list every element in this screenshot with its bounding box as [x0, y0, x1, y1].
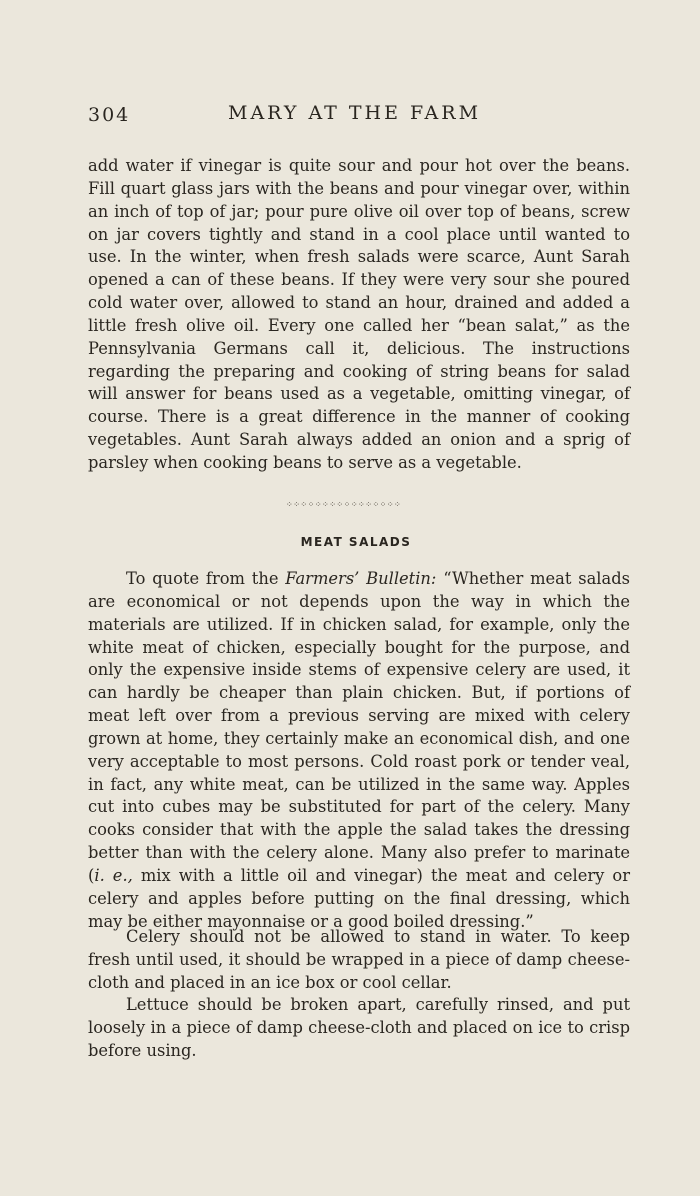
quote-intro: To quote from the [126, 569, 286, 588]
quote-body: “Whether meat salads are economical or not depends upon the way in which the materials are utilized. If in chicken salad, for example, only the white meat of chicken, especially bought for the purpose, and only the expensive inside stems of expensive celery are used, it can hardly be cheaper than plain chicken. But, if portions of meat left over from a previous serving are mixed with celery grown at home, they certainly make an economical dish, and one very acceptable to most persons. Cold roast pork or tender veal, in fact, any white meat, can be utilized in the same way. Apples cut into cubes may be substituted for part of the celery. Many cooks consider that with the apple the salad takes the dressing better than with the celery alone. Many also prefer to marinate ( [88, 569, 630, 885]
paragraph-lettuce: Lettuce should be broken apart, carefully rinsed, and put loosely in a piece of damp cheese-cloth and placed on ice to crisp before using. [88, 995, 630, 1060]
section-title: MEAT SALADS [300, 535, 412, 549]
paragraph-bean-salad: add water if vinegar is quite sour and pour hot over the beans. Fill quart glass jars with the beans and pour vinegar over, within an inch of top of jar; pour pure olive oil over top of beans, screw on jar covers tightly and stand in a cool place until wanted to use. In the winter, when fresh salads were scarce, Aunt Sarah opened a can of these beans. If they were very sour she poured cold water over, allowed to stand an hour, drained and added a little fresh olive oil. Every one called her “bean salat,” as the Pennsylvania Germans call it, delicious. The instructions regarding the preparing and cooking of string beans for salad will answer for beans used as a vegetable, omitting vinegar, of course. There is a great difference in the manner of cooking vegetables. Aunt Sarah always added an onion and a sprig of parsley when cooking beans to serve as a vegetable. [88, 156, 630, 472]
page-number: 304 [88, 104, 131, 126]
ie-abbreviation: i. e., [94, 865, 133, 885]
running-title: MARY AT THE FARM [228, 102, 482, 124]
paragraph-celery: Celery should not be allowed to stand in water. To keep fresh until used, it should be wrapped in a piece of damp cheese-cloth and placed in an ice box or cool cellar. [88, 927, 630, 992]
bulletin-title: Farmers’ Bulletin: [285, 569, 437, 588]
quote-end: mix with a little oil and vinegar) the meat and celery or celery and apples before putting on the final dressing, which may be either mayonnaise or a good boiled dressing.” [88, 865, 630, 931]
section-ornament: ⁘⁘⁘⁘⁘⁘⁘⁘⁘⁘⁘⁘⁘⁘⁘⁘ [286, 500, 402, 509]
paragraph-meat-salads-quote [88, 568, 630, 934]
running-head [88, 104, 630, 134]
